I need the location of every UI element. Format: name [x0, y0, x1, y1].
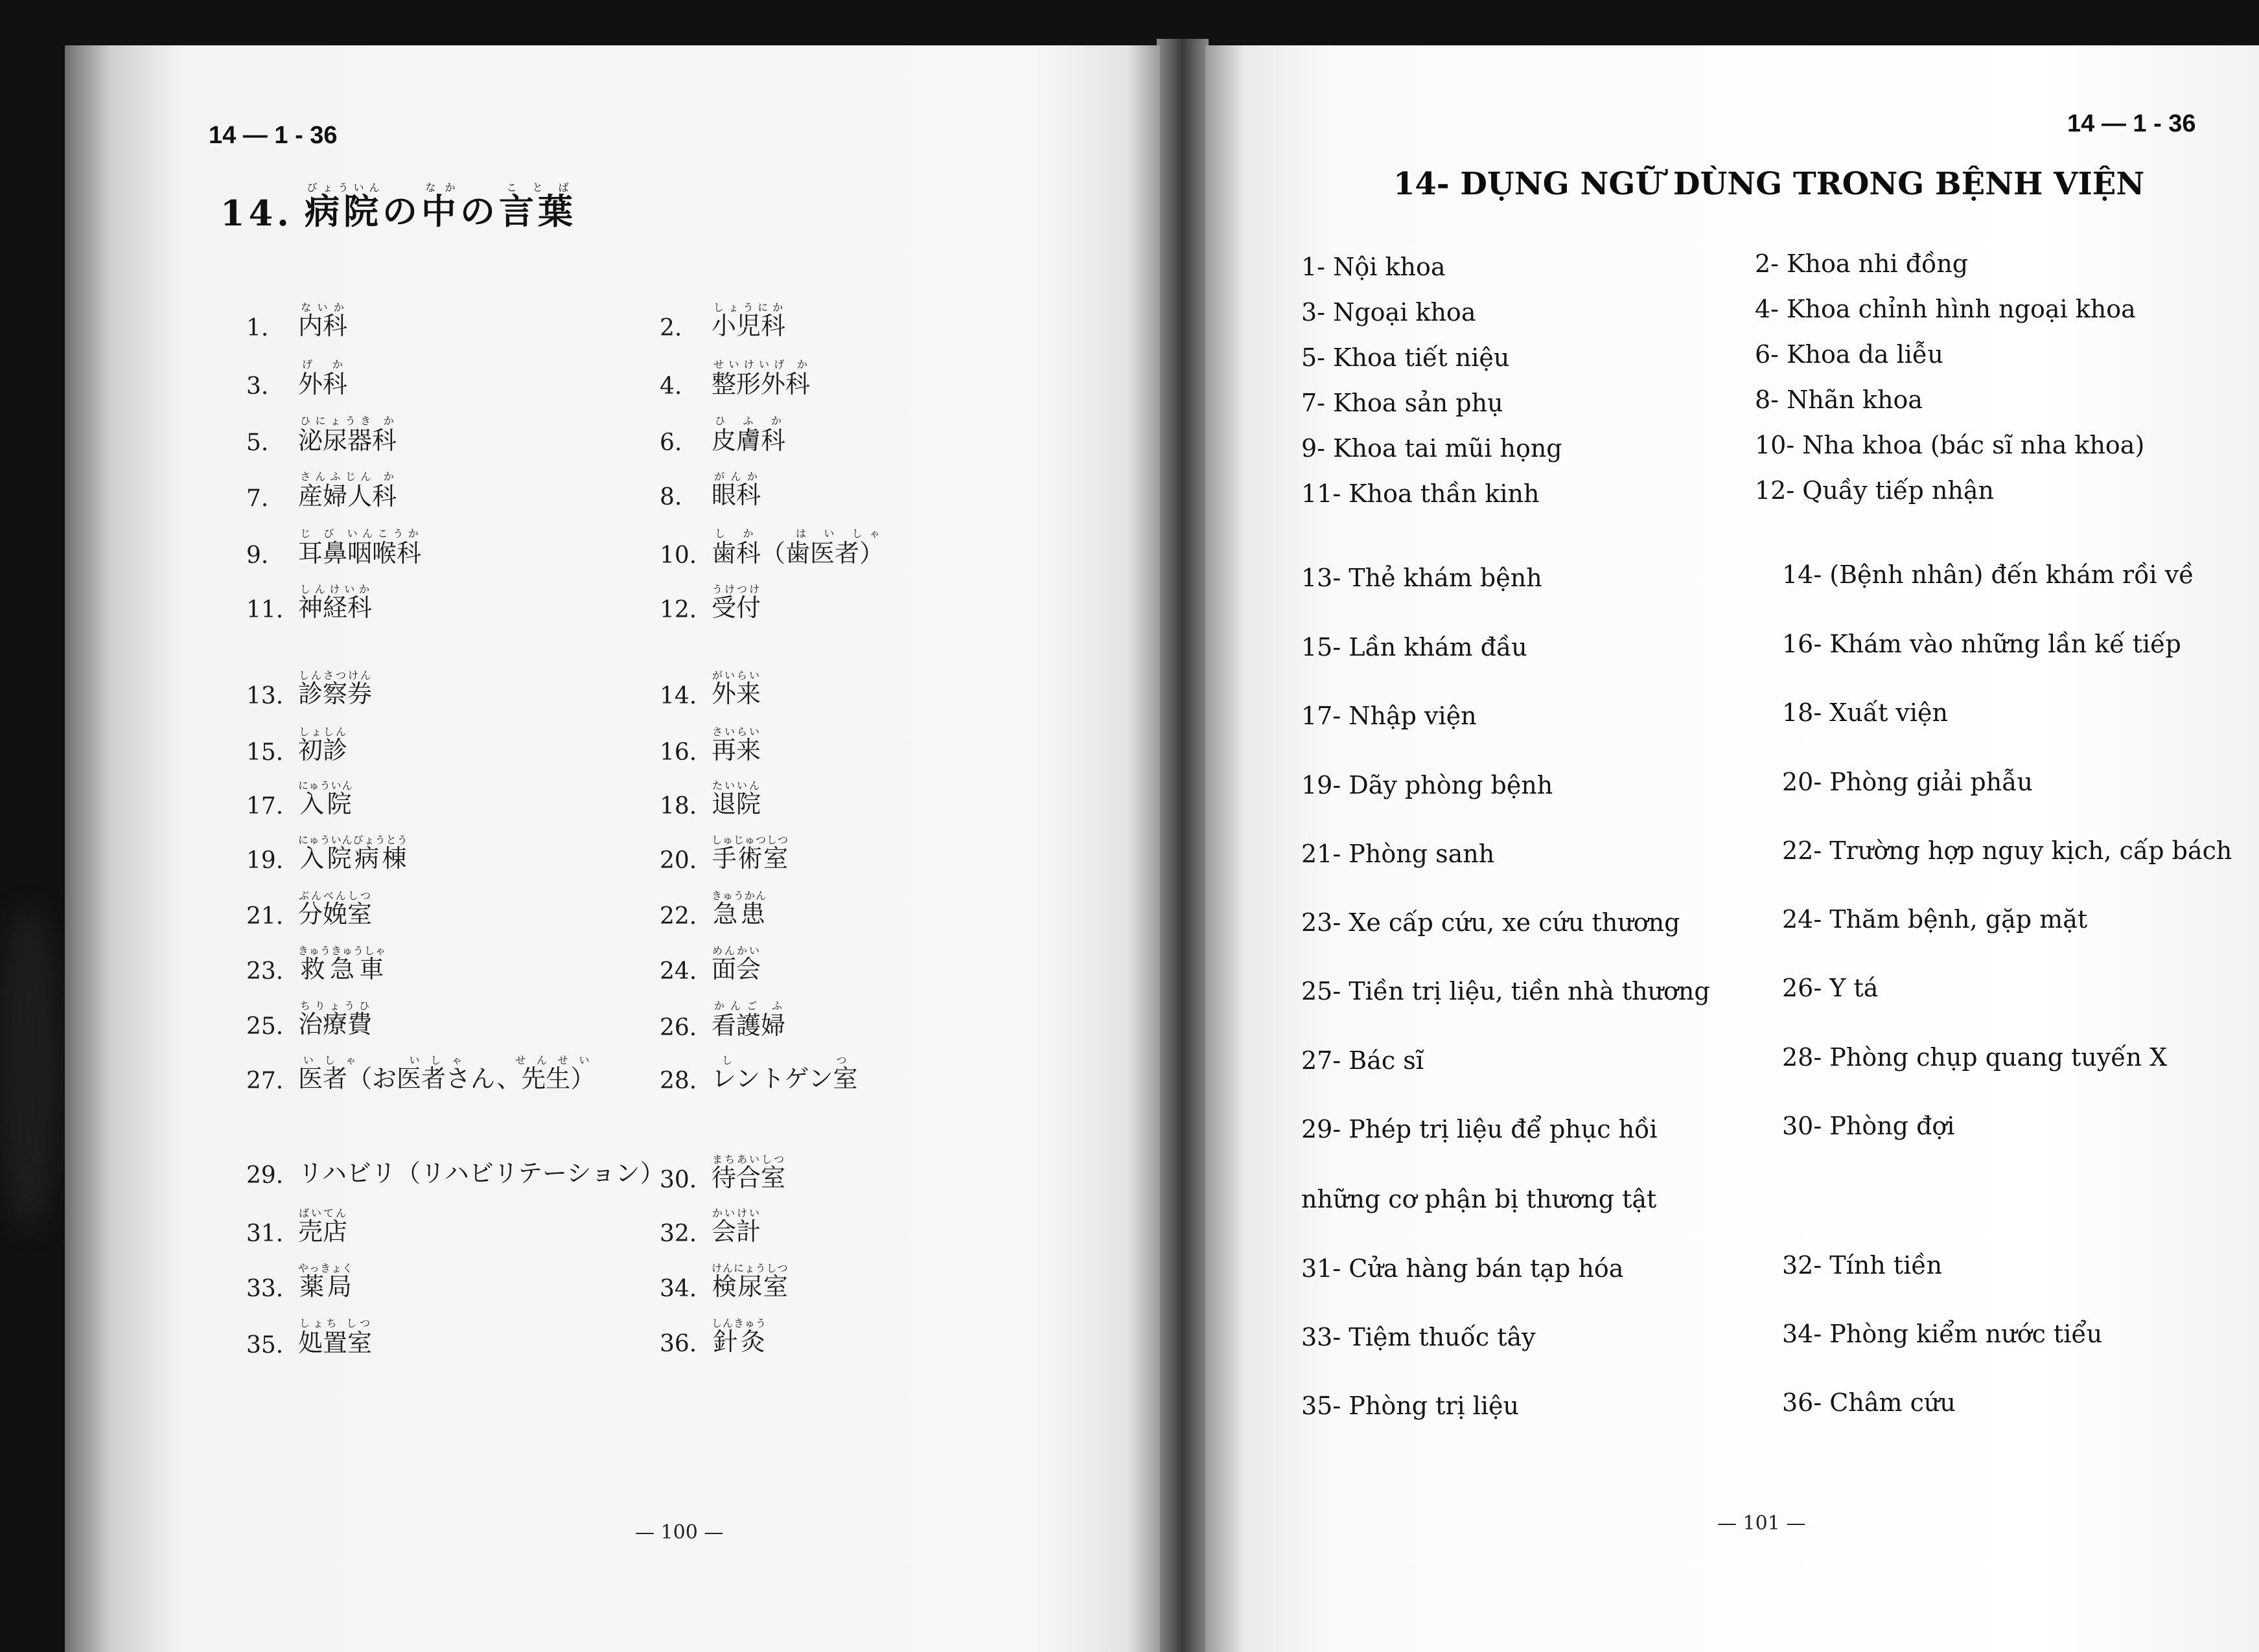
- jp-vocab-item: [246, 1153, 664, 1189]
- vn-vocab-item: 21- Phòng sanh: [1301, 840, 1495, 868]
- vn-vocab-item: 5- Khoa tiết niệu: [1301, 343, 1510, 372]
- jp-item-word: 受付うけつけ: [712, 583, 761, 622]
- vn-vocab-item: 27- Bác sĩ: [1301, 1046, 1424, 1075]
- jp-item-number: 15.: [246, 739, 284, 766]
- jp-item-furigana: しんけいか: [298, 583, 372, 595]
- jp-item-number: 33.: [246, 1276, 284, 1302]
- jp-vocab-item: [660, 726, 761, 766]
- jp-item-number: 28.: [660, 1068, 697, 1094]
- japanese-title-number: 14.: [220, 192, 293, 234]
- jp-vocab-item: [660, 415, 785, 456]
- jp-vocab-item: [246, 470, 397, 512]
- jp-vocab-item: [246, 889, 372, 930]
- jp-item-number: 32.: [660, 1221, 697, 1247]
- jp-vocab-item: [246, 1262, 353, 1302]
- vn-vocab-item: 7- Khoa sản phụ: [1301, 389, 1503, 417]
- left-page: [65, 45, 1160, 1652]
- jp-vocab-item: [660, 301, 785, 341]
- jp-item-word: 眼科がんか: [712, 470, 761, 509]
- vn-vocab-item: 33- Tiệm thuốc tây: [1301, 1323, 1536, 1351]
- jp-item-furigana: にゅういん: [298, 779, 353, 792]
- jp-vocab-item: [246, 834, 408, 874]
- jp-vocab-item: [246, 669, 372, 709]
- jp-item-word: 小児科しょうにか: [712, 301, 786, 340]
- jp-item-number: 23.: [246, 958, 284, 985]
- jp-vocab-item: [246, 1000, 372, 1040]
- jp-vocab-item: [660, 583, 761, 623]
- jp-item-furigana: げ か: [298, 358, 348, 371]
- jp-item-word: 再来さいらい: [712, 726, 761, 764]
- vn-vocab-item: 6- Khoa da liễu: [1755, 340, 1943, 369]
- jp-item-furigana: ひ ふ か: [712, 415, 786, 427]
- jp-item-word: 分娩室ぶんべんしつ: [298, 889, 373, 928]
- jp-item-furigana: しんきゅう: [712, 1317, 767, 1329]
- vn-vocab-item: 13- Thẻ khám bệnh: [1301, 564, 1542, 592]
- jp-item-furigana: たいいん: [712, 779, 761, 792]
- jp-item-word: 急患きゅうかん: [712, 889, 767, 928]
- jp-item-word: 退院たいいん: [712, 779, 761, 818]
- vn-vocab-item: 2- Khoa nhi đồng: [1755, 249, 1969, 278]
- japanese-title-text: 病院びょういんの中なかの言葉ことば: [304, 181, 577, 232]
- jp-vocab-item: [246, 945, 386, 985]
- jp-item-number: 36.: [660, 1331, 697, 1357]
- jp-item-furigana: がいらい: [712, 669, 761, 682]
- jp-vocab-item: [246, 779, 353, 820]
- left-running-head: 14 — 1 - 36: [209, 122, 338, 149]
- jp-vocab-item: [660, 1207, 761, 1247]
- jp-item-furigana: めんかい: [712, 945, 761, 957]
- right-page: [1205, 45, 2259, 1652]
- jp-item-word: 医者（お医者さん、先生）いしゃ いしゃ せんせい: [298, 1054, 596, 1093]
- jp-item-word: 耳鼻咽喉科じ び いんこうか: [298, 527, 422, 568]
- jp-item-number: 10.: [660, 542, 697, 569]
- jp-item-number: 4.: [660, 373, 682, 400]
- jp-item-number: 19.: [246, 847, 284, 874]
- vn-vocab-item: 19- Dãy phòng bệnh: [1301, 771, 1553, 799]
- vn-vocab-item: 30- Phòng đợi: [1782, 1112, 1955, 1140]
- jp-item-furigana: さいらい: [712, 726, 761, 738]
- jp-item-number: 14.: [660, 683, 697, 709]
- jp-item-furigana: かいけい: [712, 1207, 761, 1219]
- jp-item-furigana: がんか: [712, 470, 761, 483]
- vn-vocab-item: 31- Cửa hàng bán tạp hóa: [1301, 1254, 1624, 1283]
- jp-item-word: 看護婦かんご ふ: [712, 1000, 786, 1040]
- vn-vocab-item: 1- Nội khoa: [1301, 253, 1446, 281]
- vn-vocab-item: 9- Khoa tai mũi họng: [1301, 434, 1562, 463]
- jp-vocab-item: [660, 1000, 785, 1041]
- jp-item-number: 1.: [246, 315, 269, 341]
- jp-vocab-item: [660, 669, 761, 709]
- jp-item-word: レントゲン室しつ: [712, 1054, 858, 1093]
- jp-vocab-item: [246, 726, 347, 766]
- vn-vocab-item: 12- Quầy tiếp nhận: [1755, 476, 1995, 505]
- jp-vocab-item: [660, 358, 810, 400]
- jp-item-number: 20.: [660, 847, 697, 874]
- vn-vocab-item: 15- Lần khám đầu: [1301, 633, 1527, 661]
- vn-vocab-item: 14- (Bệnh nhân) đến khám rồi về: [1782, 560, 2194, 589]
- jp-item-number: 21.: [246, 903, 284, 930]
- vn-vocab-item: 25- Tiền trị liệu, tiền nhà thương: [1301, 977, 1710, 1005]
- jp-item-word: 入院病棟にゅういんびょうとう: [298, 834, 408, 873]
- jp-item-number: 2.: [660, 315, 682, 341]
- jp-item-furigana: うけつけ: [712, 583, 761, 595]
- jp-vocab-item: [246, 301, 347, 341]
- vn-vocab-item: 36- Châm cứu: [1782, 1388, 1956, 1417]
- left-page-number: — 100 —: [635, 1521, 724, 1544]
- jp-item-furigana: せいけいげ か: [712, 358, 810, 371]
- vn-vocab-item: 3- Ngoại khoa: [1301, 298, 1476, 327]
- vn-vocab-item: 34- Phòng kiểm nước tiểu: [1782, 1320, 2103, 1348]
- jp-item-furigana: やっきょく: [298, 1262, 354, 1274]
- jp-item-word: 泌尿器科ひにょうき か: [298, 415, 397, 455]
- jp-item-furigana: さんふじん か: [298, 470, 397, 483]
- jp-item-word: 初診しょしん: [298, 726, 348, 764]
- jp-vocab-item: [660, 779, 761, 820]
- jp-item-word: 外科げ か: [298, 358, 348, 398]
- japanese-title: [220, 181, 577, 234]
- jp-item-word: 皮膚科ひ ふ か: [712, 415, 786, 455]
- jp-vocab-item: [246, 527, 421, 569]
- jp-item-furigana: ひにょうき か: [298, 415, 397, 427]
- jp-item-word: 会計かいけい: [712, 1207, 761, 1246]
- jp-item-number: 31.: [246, 1221, 284, 1247]
- jp-item-furigana: かんご ふ: [712, 1000, 785, 1012]
- jp-item-word: 診察券しんさつけん: [298, 669, 373, 708]
- jp-item-word: 内科ないか: [298, 301, 348, 340]
- vn-vocab-item: 16- Khám vào những lần kế tiếp: [1782, 630, 2181, 658]
- jp-item-word: 待合室まちあいしつ: [712, 1153, 786, 1192]
- jp-vocab-item: [246, 583, 372, 623]
- jp-item-number: 27.: [246, 1068, 284, 1094]
- vn-vocab-item: 26- Y tá: [1782, 974, 1879, 1002]
- jp-item-number: 13.: [246, 683, 284, 709]
- jp-item-number: 25.: [246, 1013, 284, 1040]
- jp-item-furigana: ぶんべんしつ: [298, 889, 372, 902]
- jp-item-word: 産婦人科さんふじん か: [298, 470, 397, 511]
- vn-vocab-item: 28- Phòng chụp quang tuyến X: [1782, 1043, 2168, 1072]
- jp-item-number: 26.: [660, 1015, 697, 1041]
- vn-vocab-item: 11- Khoa thần kinh: [1301, 479, 1540, 508]
- jp-item-furigana: し か は い しゃ: [712, 527, 885, 540]
- jp-vocab-item: [246, 1207, 347, 1247]
- jp-item-number: 18.: [660, 793, 697, 820]
- jp-item-number: 11.: [246, 597, 284, 623]
- jp-item-number: 24.: [660, 958, 697, 985]
- jp-item-word: 救急車きゅうきゅうしゃ: [298, 945, 387, 983]
- jp-item-furigana: しんさつけん: [298, 669, 373, 682]
- jp-item-furigana: ちりょうひ: [298, 1000, 372, 1012]
- jp-vocab-item: [660, 1317, 767, 1357]
- vn-vocab-item: 20- Phòng giải phẫu: [1782, 768, 2033, 796]
- jp-vocab-item: [660, 527, 884, 569]
- jp-vocab-item: [660, 889, 767, 930]
- jp-item-word: 面会めんかい: [712, 945, 761, 983]
- vn-vocab-item: 29- Phép trị liệu để phục hồi những cơ phận bị thương tật: [1301, 1115, 1658, 1213]
- jp-item-furigana: にゅういんびょうとう: [298, 834, 408, 846]
- jp-item-word: 入院にゅういん: [298, 779, 353, 818]
- jp-vocab-item: [660, 470, 761, 511]
- jp-item-number: 35.: [246, 1332, 284, 1359]
- vn-vocab-item: 23- Xe cấp cứu, xe cứu thương: [1301, 908, 1680, 937]
- scan-edge-shadow: [0, 907, 58, 1231]
- vn-vocab-item: 22- Trường hợp nguy kịch, cấp bách: [1782, 836, 2232, 865]
- jp-vocab-item: [660, 1153, 785, 1193]
- jp-vocab-item: [246, 1054, 595, 1094]
- jp-item-furigana: ばいてん: [298, 1207, 348, 1219]
- jp-item-number: 5.: [246, 430, 269, 456]
- jp-item-number: 16.: [660, 739, 697, 766]
- vn-vocab-item: 17- Nhập viện: [1301, 702, 1477, 730]
- jp-vocab-item: [246, 415, 397, 456]
- jp-item-word: 薬局やっきょく: [298, 1262, 354, 1301]
- jp-item-furigana: けんにょうしつ: [712, 1262, 789, 1274]
- jp-item-number: 29.: [246, 1162, 284, 1189]
- jp-vocab-item: [660, 1054, 858, 1094]
- jp-vocab-item: [246, 1317, 372, 1359]
- jp-item-word: 外来がいらい: [712, 669, 761, 708]
- jp-item-number: 17.: [246, 793, 284, 820]
- jp-item-furigana: しょうにか: [712, 301, 785, 314]
- jp-item-furigana: いしゃ いしゃ せんせい: [298, 1054, 596, 1066]
- jp-item-word: 神経科しんけいか: [298, 583, 373, 622]
- jp-item-furigana: しょしん: [298, 726, 348, 738]
- vn-vocab-item: 35- Phòng trị liệu: [1301, 1392, 1520, 1420]
- jp-item-furigana: ないか: [298, 301, 347, 314]
- jp-vocab-item: [246, 358, 347, 400]
- jp-item-furigana: しょち しつ: [298, 1317, 373, 1329]
- jp-item-number: 7.: [246, 485, 269, 512]
- jp-item-number: 12.: [660, 597, 697, 623]
- jp-item-number: 3.: [246, 373, 269, 400]
- jp-item-furigana: きゅうきゅうしゃ: [298, 945, 387, 957]
- vn-vocab-item: 4- Khoa chỉnh hình ngoại khoa: [1755, 295, 2136, 323]
- vn-vocab-item: 18- Xuất viện: [1782, 698, 1949, 727]
- jp-item-number: 9.: [246, 542, 269, 569]
- jp-item-furigana: まちあいしつ: [712, 1153, 786, 1165]
- jp-item-word: 針灸しんきゅう: [712, 1317, 767, 1356]
- jp-vocab-item: [660, 834, 789, 874]
- right-page-number: — 101 —: [1717, 1512, 1806, 1535]
- right-running-head: 14 — 1 - 36: [2067, 110, 2196, 137]
- jp-item-furigana: じ び いんこうか: [298, 527, 422, 540]
- jp-item-number: 6.: [660, 430, 682, 456]
- jp-item-word: 整形外科せいけいげ か: [712, 358, 811, 398]
- jp-vocab-item: [660, 1262, 789, 1302]
- jp-item-furigana: きゅうかん: [712, 889, 767, 902]
- vn-vocab-item: 8- Nhãn khoa: [1755, 385, 1923, 414]
- jp-item-word: 治療費ちりょうひ: [298, 1000, 373, 1038]
- vn-vocab-item: 10- Nha khoa (bác sĩ nha khoa): [1755, 431, 2145, 459]
- jp-vocab-item: [660, 945, 761, 985]
- jp-item-word: 検尿室けんにょうしつ: [712, 1262, 789, 1301]
- vn-vocab-item: 24- Thăm bệnh, gặp mặt: [1782, 905, 2088, 934]
- jp-item-word: 売店ばいてん: [298, 1207, 348, 1246]
- jp-item-number: 30.: [660, 1167, 697, 1193]
- jp-item-number: 8.: [660, 484, 682, 511]
- jp-item-word: 処置室しょち しつ: [298, 1317, 373, 1357]
- jp-item-number: 34.: [660, 1276, 697, 1302]
- vietnamese-title: 14- DỤNG NGỮ DÙNG TRONG BỆNH VIỆN: [1393, 166, 2145, 202]
- jp-item-number: 22.: [660, 903, 697, 930]
- jp-item-furigana: しつ: [712, 1054, 858, 1066]
- jp-item-word: 手術室しゅじゅつしつ: [712, 834, 789, 873]
- jp-item-word: リハビリ（リハビリテーション）: [298, 1159, 665, 1187]
- jp-item-word: 歯科（歯医者）し か は い しゃ: [712, 527, 885, 568]
- jp-item-furigana: しゅじゅつしつ: [712, 834, 789, 846]
- book-gutter: [1157, 39, 1209, 1652]
- vn-vocab-item: 32- Tính tiền: [1782, 1251, 1943, 1279]
